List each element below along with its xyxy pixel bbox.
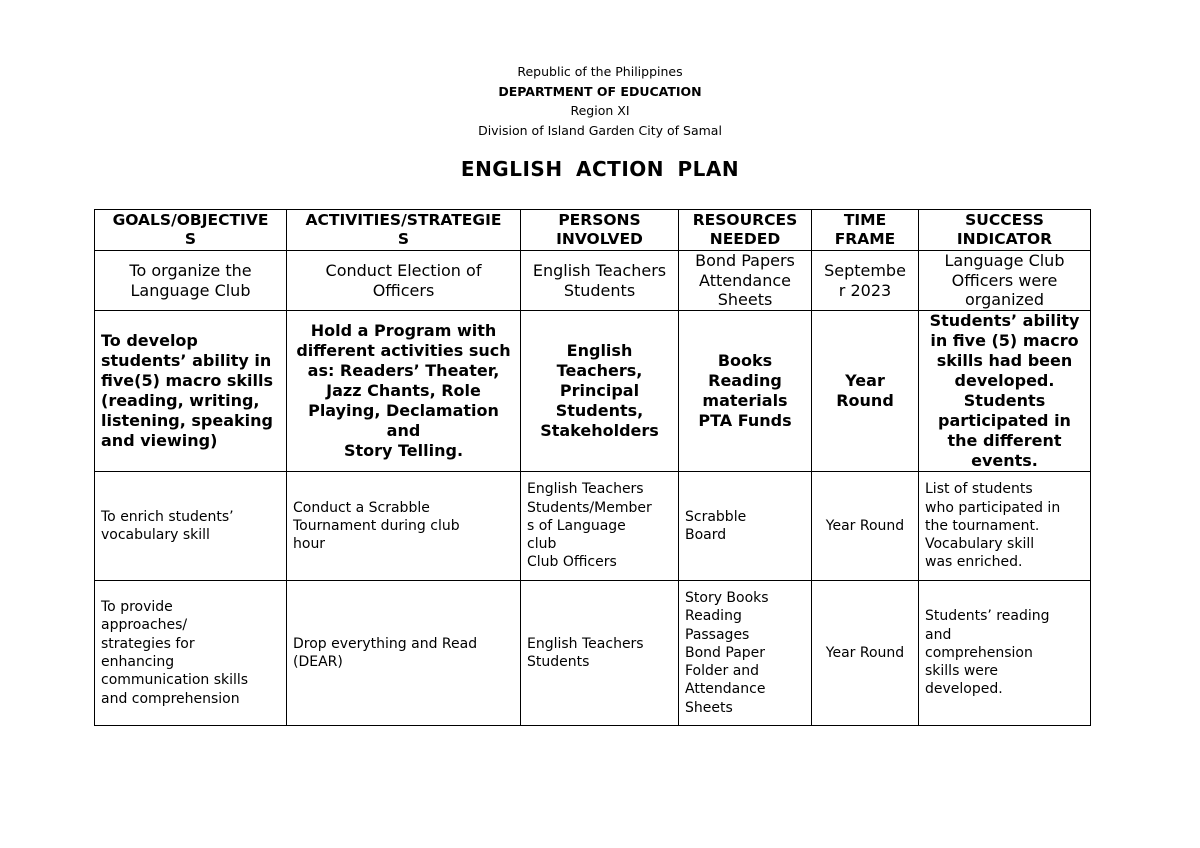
header-time-frame: TIME FRAME xyxy=(812,210,919,251)
cell-time-frame: Year Round xyxy=(812,311,919,472)
cell-goal: To enrich students’ vocabulary skill xyxy=(95,472,287,581)
cell-persons: English Teachers Students xyxy=(521,581,679,726)
header-success-indicator: SUCCESS INDICATOR xyxy=(919,210,1091,251)
header-goals: GOALS/OBJECTIVE S xyxy=(95,210,287,251)
header-resources: RESOURCES NEEDED xyxy=(679,210,812,251)
cell-goal: To organize the Language Club xyxy=(95,251,287,311)
cell-indicator: Students’ reading and comprehension skills were developed. xyxy=(919,581,1091,726)
cell-resources: Story Books Reading Passages Bond Paper Folder and Attendance Sheets xyxy=(679,581,812,726)
division-line: Division of Island Garden City of Samal xyxy=(478,122,722,138)
cell-time-frame: Septembe r 2023 xyxy=(812,251,919,311)
cell-indicator: List of students who participated in the tournament. Vocabulary skill was enriched. xyxy=(919,472,1091,581)
cell-indicator: Language Club Officers were organized xyxy=(919,251,1091,311)
cell-persons: English Teachers, Principal Students, Stakeholders xyxy=(521,311,679,472)
table-row xyxy=(95,581,1091,726)
table-row xyxy=(95,472,1091,581)
page-title: ENGLISH ACTION PLAN xyxy=(460,157,740,181)
region-line: Region XI xyxy=(570,103,630,118)
cell-time-frame: Year Round xyxy=(812,472,919,581)
header-persons: PERSONS INVOLVED xyxy=(521,210,679,251)
cell-resources: Books Reading materials PTA Funds xyxy=(679,311,812,472)
cell-resources: Scrabble Board xyxy=(679,472,812,581)
cell-activity: Conduct Election of Officers xyxy=(287,251,521,311)
cell-resources: Bond Papers Attendance Sheets xyxy=(679,251,812,311)
cell-goal: To provide approaches/ strategies for enhancing communication skills and comprehension xyxy=(95,581,287,726)
department-line: DEPARTMENT OF EDUCATION xyxy=(498,83,702,99)
table-row xyxy=(95,251,1091,311)
cell-activity: Conduct a Scrabble Tournament during club hour xyxy=(287,472,521,581)
cell-persons: English Teachers Students xyxy=(521,251,679,311)
cell-persons: English Teachers Students/Member s of Language club Club Officers xyxy=(521,472,679,581)
header-activities: ACTIVITIES/STRATEGIE S xyxy=(287,210,521,251)
table-row xyxy=(95,311,1091,472)
cell-indicator: Students’ ability in five (5) macro skills had been developed. Students participated in the different events. xyxy=(919,311,1091,472)
cell-time-frame: Year Round xyxy=(812,581,919,726)
cell-activity: Drop everything and Read (DEAR) xyxy=(287,581,521,726)
cell-goal: To develop students’ ability in five(5) macro skills (reading, writing, listening, speaking and viewing) xyxy=(95,311,287,472)
action-plan-table xyxy=(94,209,1091,726)
document-header xyxy=(0,62,1200,140)
cell-activity: Hold a Program with different activities such as: Readers’ Theater, Jazz Chants, Role Playing, Declamation and Story Telling. xyxy=(287,311,521,472)
table-header-row xyxy=(95,210,1091,251)
republic-line: Republic of the Philippines xyxy=(517,64,683,79)
